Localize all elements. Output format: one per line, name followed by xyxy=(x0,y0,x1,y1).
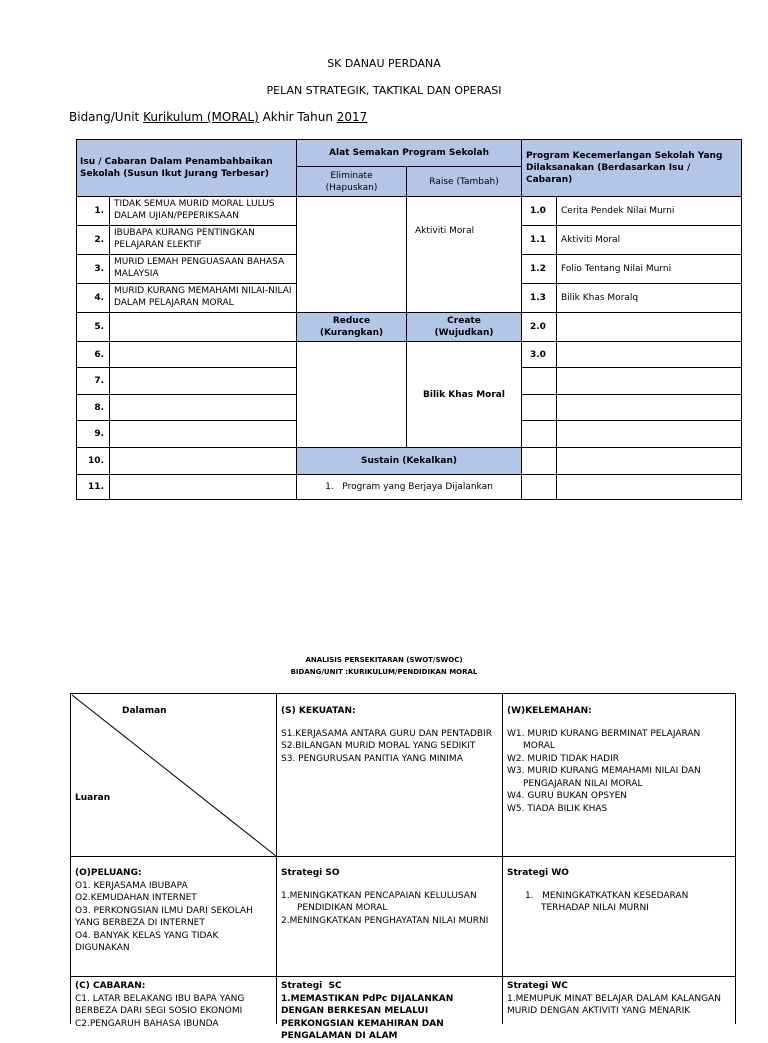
col-issue-header: Isu / Cabaran Dalam Penambahbaikan Sekolah (Susun Ikut Jurang Terbesar) xyxy=(76,139,297,197)
program-number xyxy=(522,421,557,448)
strategy-wc-item: 1.MEMUPUK MINAT BELAJAR DALAM KALANGAN MURID DENGAN AKTIVITI YANG MENARIK xyxy=(507,993,721,1016)
weakness-item: W1. MURID KURANG BERMINAT PELAJARAN MORAL xyxy=(507,728,701,751)
strategy-sc-item: 1.MEMASTIKAN PdPc DIJALANKAN DENGAN BERKESAN MELALUI PERKONGSIAN KEMAHIRAN DAN PENGALAMAN DI ALAM xyxy=(281,993,454,1041)
strategy-wc-cell xyxy=(507,980,731,1018)
opportunity-item: O1. KERJASAMA IBUBAPA xyxy=(75,880,188,891)
row-number: 6. xyxy=(76,342,110,368)
program-number: 1.3 xyxy=(522,284,557,313)
issue-cell: TIDAK SEMUA MURID MORAL LULUS DALAM UJIAN/PEPERIKSAAN xyxy=(110,197,297,226)
strategy-so-item: 2.MENINGKATKAN PENGHAYATAN NILAI MURNI xyxy=(281,915,489,926)
strategy-so-cell xyxy=(281,867,495,927)
program-name xyxy=(557,448,742,475)
program-name: Folio Tentang Nilai Murni xyxy=(557,255,742,284)
eliminate-cell xyxy=(297,197,407,313)
program-number: 2.0 xyxy=(522,313,557,342)
row-number: 8. xyxy=(76,395,110,421)
dalaman-label: Dalaman xyxy=(122,706,167,716)
eliminate-header: Eliminate (Hapuskan) xyxy=(297,167,407,197)
school-name: SK DANAU PERDANA xyxy=(327,57,441,70)
strategy-wo-heading: Strategi WO xyxy=(507,868,569,878)
plan-title: PELAN STRATEGIK, TAKTIKAL DAN OPERASI xyxy=(266,84,502,97)
strategy-so-item: 1.MENINGKATKAN PENCAPAIAN KELULUSAN PENDIDIKAN MORAL xyxy=(281,890,477,913)
sustain-cell: 1. Program yang Berjaya Dijalankan xyxy=(297,475,522,500)
issue-cell xyxy=(110,421,297,448)
weaknesses-cell xyxy=(507,705,731,815)
year-prefix: Akhir Tahun xyxy=(262,110,333,124)
program-number xyxy=(522,448,557,475)
field-line xyxy=(69,110,367,124)
grid-line xyxy=(502,693,503,1024)
program-name xyxy=(557,313,742,342)
strategy-wo-item: 1. MENINGKATKATKAN KESEDARAN TERHADAP NILAI MURNI xyxy=(525,890,692,913)
strength-item: S1.KERJASAMA ANTARA GURU DAN PENTADBIR xyxy=(281,728,492,739)
strategy-wc-heading: Strategi WC xyxy=(507,981,568,991)
program-name xyxy=(557,475,742,500)
strengths-cell xyxy=(281,705,495,765)
program-number xyxy=(522,475,557,500)
program-number xyxy=(522,368,557,395)
field-value: Kurikulum (MORAL) xyxy=(143,110,259,124)
row-number: 11. xyxy=(76,475,110,500)
swot-title: ANALISIS PERSEKITARAN (SWOT/SWOC) xyxy=(305,656,463,664)
raise-cell: Aktiviti Moral xyxy=(407,197,522,313)
grid-line xyxy=(70,976,736,977)
program-number: 1.2 xyxy=(522,255,557,284)
row-number: 3. xyxy=(76,255,110,284)
issue-cell xyxy=(110,313,297,342)
row-number: 4. xyxy=(76,284,110,313)
sustain-header: Sustain (Kekalkan) xyxy=(297,448,522,475)
challenge-item: C2.PENGARUH BAHASA IBUNDA xyxy=(75,1018,219,1029)
col-program-header: Program Kecemerlangan Sekolah Yang Dilaksanakan (Berdasarkan Isu / Cabaran) xyxy=(522,139,742,197)
issue-cell xyxy=(110,395,297,421)
weakness-item: W4. GURU BUKAN OPSYEN xyxy=(507,791,628,801)
row-number: 5. xyxy=(76,313,110,342)
reduce-header: Reduce (Kurangkan) xyxy=(297,313,407,342)
program-name: Bilik Khas Moralq xyxy=(557,284,742,313)
strategy-wo-cell xyxy=(507,867,731,915)
strength-item: S2.BILANGAN MURID MORAL YANG SEDIKIT xyxy=(281,741,476,751)
opportunity-item: O4. BANYAK KELAS YANG TIDAK DIGUNAKAN xyxy=(75,930,219,953)
luaran-label: Luaran xyxy=(75,793,111,803)
opportunities-heading: (O)PELUANG: xyxy=(75,868,142,878)
strategy-sc-cell xyxy=(281,980,497,1043)
issue-cell xyxy=(110,448,297,475)
program-name xyxy=(557,421,742,448)
opportunity-item: O2.KEMUDAHAN INTERNET xyxy=(75,893,197,903)
weakness-item: W2. MURID TIDAK HADIR xyxy=(507,753,620,764)
challenge-item: C1. LATAR BELAKANG IBU BAPA YANG BERBEZA DARI SEGI SOSIO EKONOMI xyxy=(75,993,245,1016)
issue-cell: IBUBAPA KURANG PENTINGKAN PELAJARAN ELEKTIF xyxy=(110,226,297,255)
reduce-cell xyxy=(297,342,407,448)
program-number: 3.0 xyxy=(522,342,557,368)
field-prefix: Bidang/Unit xyxy=(69,110,140,124)
program-name xyxy=(557,368,742,395)
swot-table xyxy=(70,693,736,1041)
row-number: 1. xyxy=(76,197,110,226)
challenges-heading: (C) CABARAN: xyxy=(75,981,146,991)
col-tool-header: Alat Semakan Program Sekolah xyxy=(297,139,522,167)
weaknesses-heading: (W)KELEMAHAN: xyxy=(507,706,592,716)
challenges-cell xyxy=(75,980,271,1030)
opportunities-cell xyxy=(75,867,271,955)
strategy-so-heading: Strategi SO xyxy=(281,868,340,878)
weakness-item: W5. TIADA BILIK KHAS xyxy=(507,803,608,814)
issue-cell: MURID KURANG MEMAHAMI NILAI-NILAI DALAM PELAJARAN MORAL xyxy=(110,284,297,313)
issue-cell xyxy=(110,342,297,368)
create-cell: Bilik Khas Moral xyxy=(407,342,522,448)
strategic-table xyxy=(76,139,742,499)
program-number: 1.1 xyxy=(522,226,557,255)
row-number: 9. xyxy=(76,421,110,448)
program-number: 1.0 xyxy=(522,197,557,226)
issue-cell xyxy=(110,475,297,500)
strength-item: S3. PENGURUSAN PANITIA YANG MINIMA xyxy=(281,753,463,764)
swot-subtitle: BIDANG/UNIT :KURIKULUM/PENDIDIKAN MORAL xyxy=(290,668,478,676)
opportunity-item: O3. PERKONGSIAN ILMU DARI SEKOLAH YANG BERBEZA DI INTERNET xyxy=(75,905,253,928)
program-number xyxy=(522,395,557,421)
year-value: 2017 xyxy=(336,110,368,124)
issue-cell: MURID LEMAH PENGUASAAN BAHASA MALAYSIA xyxy=(110,255,297,284)
create-header: Create (Wujudkan) xyxy=(407,313,522,342)
strategy-sc-heading: Strategi SC xyxy=(281,981,342,991)
row-number: 2. xyxy=(76,226,110,255)
program-name: Aktiviti Moral xyxy=(557,226,742,255)
raise-header: Raise (Tambah) xyxy=(407,167,522,197)
row-number: 7. xyxy=(76,368,110,395)
grid-line xyxy=(735,693,736,1024)
row-number: 10. xyxy=(76,448,110,475)
program-name xyxy=(557,395,742,421)
program-name xyxy=(557,342,742,368)
strengths-heading: (S) KEKUATAN: xyxy=(281,706,356,716)
diagonal-divider xyxy=(70,693,277,857)
issue-cell xyxy=(110,368,297,395)
program-name: Cerita Pendek Nilai Murni xyxy=(557,197,742,226)
weakness-item: W3. MURID KURANG MEMAHAMI NILAI DAN PENGAJARAN NILAI MORAL xyxy=(507,766,701,789)
